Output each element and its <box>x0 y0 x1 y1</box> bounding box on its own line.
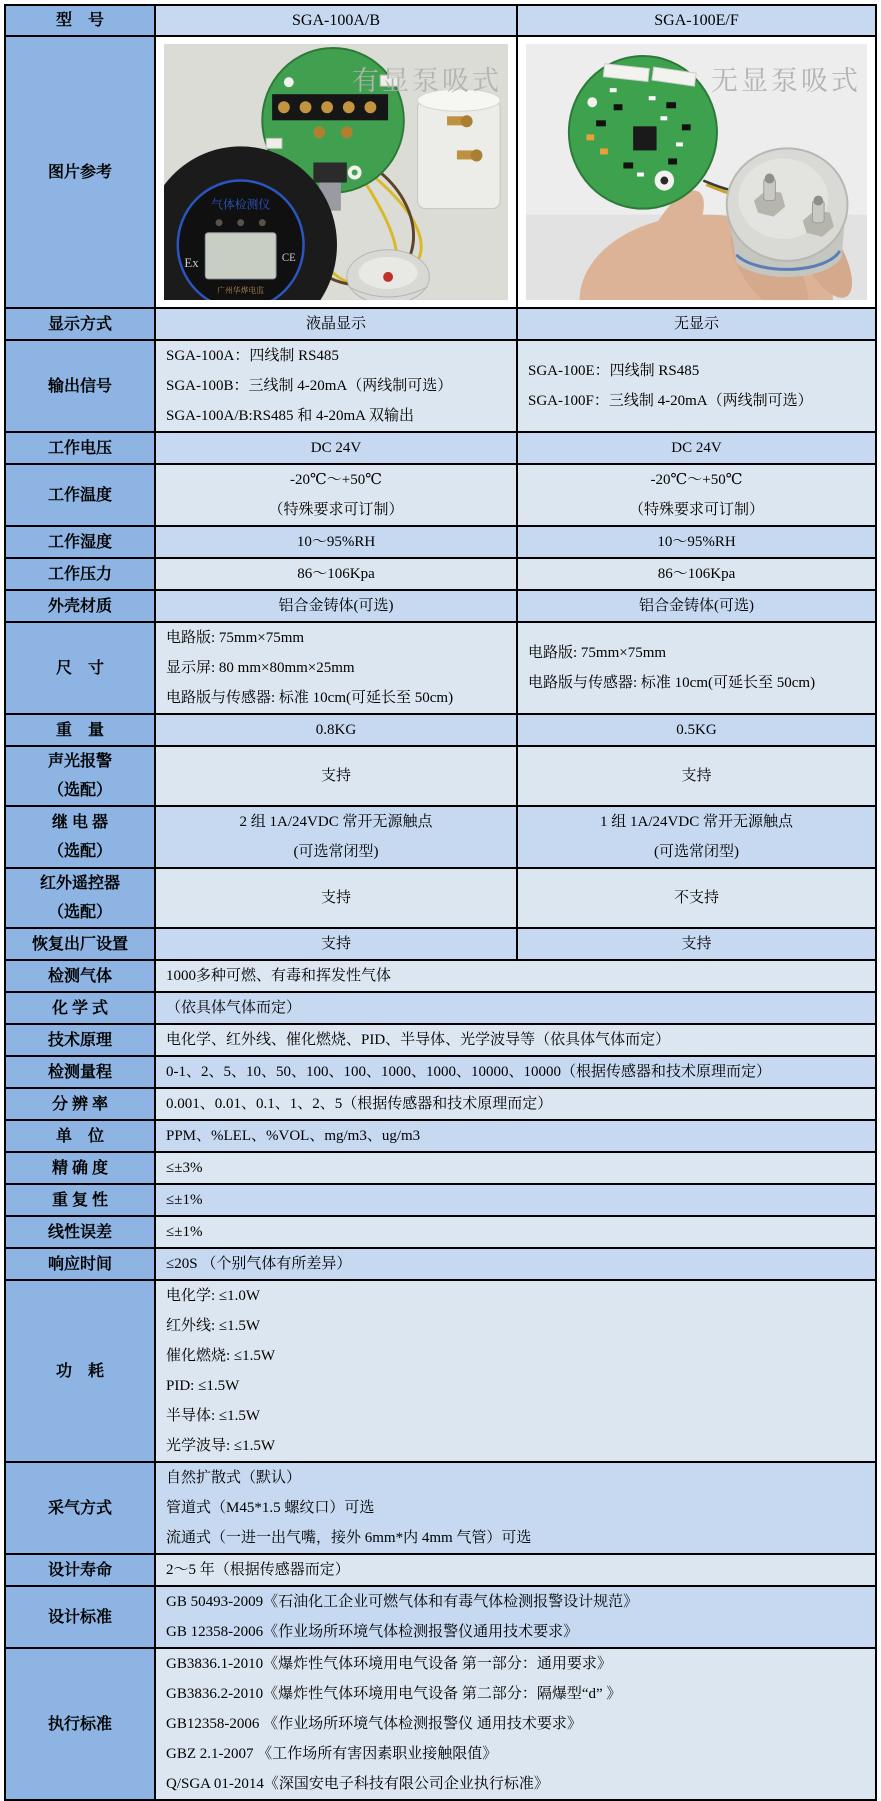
row-value-right <box>518 309 875 339</box>
cell-line: ≤±3% <box>166 1160 203 1176</box>
cell-line: （选配） <box>47 782 112 799</box>
spec-row-resolution <box>6 1089 875 1121</box>
row-value-span <box>156 1185 875 1215</box>
cell-line: 重 复 性 <box>51 1191 108 1209</box>
cell-line: 催化燃烧: ≤1.5W <box>166 1348 276 1364</box>
cell-line: 光学波导: ≤1.5W <box>166 1438 276 1454</box>
row-value-left <box>156 747 518 805</box>
row-value-left <box>156 591 518 621</box>
cell-line: 1 组 1A/24VDC 常开无源触点 <box>600 814 793 830</box>
spec-row-dimensions <box>6 623 875 715</box>
row-label <box>6 1649 156 1799</box>
cell-line: 重 量 <box>55 721 104 739</box>
spec-row-accuracy <box>6 1153 875 1185</box>
model-e-header <box>518 6 875 35</box>
cell-line: 无显示 <box>673 316 719 332</box>
spec-row-power-consumption <box>6 1281 875 1463</box>
cell-line: 86～106Kpa <box>657 566 736 582</box>
row-label <box>6 993 156 1023</box>
cell-line: 恢复出厂设置 <box>31 935 128 953</box>
row-value-span <box>156 1649 875 1799</box>
row-label <box>6 1025 156 1055</box>
row-label <box>6 341 156 431</box>
row-value-span <box>156 993 875 1023</box>
model-header-text: 型 号 <box>55 12 104 29</box>
row-value-left <box>156 929 518 959</box>
row-value-span <box>156 1555 875 1585</box>
cell-line: 设计标准 <box>47 1608 112 1626</box>
cell-line: 红外遥控器 <box>39 875 120 892</box>
row-value-span <box>156 961 875 991</box>
row-value-span <box>156 1121 875 1151</box>
row-label <box>6 1121 156 1151</box>
cell-line: DC 24V <box>310 440 362 456</box>
cell-line: 尺 寸 <box>55 659 104 677</box>
row-label <box>6 1281 156 1461</box>
spec-row-detected-gas <box>6 961 875 993</box>
cell-line: (可选常闭型) <box>654 844 739 860</box>
cell-line: 采气方式 <box>47 1499 112 1517</box>
row-label <box>6 1057 156 1087</box>
spec-row-relay <box>6 807 875 869</box>
pump-cylinder-graphic <box>418 89 501 208</box>
cell-line: ≤20S （个别气体有所差异） <box>166 1256 352 1272</box>
row-value-span <box>156 1217 875 1247</box>
row-value-right <box>518 747 875 805</box>
row-value-right <box>518 591 875 621</box>
row-label <box>6 807 156 867</box>
spec-row-response-time <box>6 1249 875 1281</box>
sensor-cylinder-graphic <box>347 250 430 300</box>
cell-line: 电路版: 75mm×75mm <box>528 645 667 661</box>
cell-line: 电路版: 75mm×75mm <box>166 630 305 646</box>
cell-line: DC 24V <box>671 440 722 456</box>
row-label <box>6 747 156 805</box>
cell-line: 铝合金铸体(可选) <box>639 598 754 614</box>
spec-row-weight <box>6 715 875 747</box>
cell-line: （选配） <box>47 904 112 921</box>
row-label <box>6 465 156 525</box>
cell-line: (可选常闭型) <box>293 844 379 860</box>
spec-row-unit <box>6 1121 875 1153</box>
spec-row-display-mode <box>6 309 875 341</box>
cell-line: 电路版与传感器: 标准 10cm(可延长至 50cm) <box>166 690 454 706</box>
cell-line: 电化学、红外线、催化燃烧、PID、半导体、光学波导等（依具体气体而定） <box>166 1032 671 1048</box>
cell-line: 86～106Kpa <box>297 566 375 582</box>
row-value-right <box>518 433 875 463</box>
spec-row-chemical-formula <box>6 993 875 1025</box>
cell-line: SGA-100E：四线制 RS485 <box>528 363 700 379</box>
row-label <box>6 433 156 463</box>
cell-line: PPM、%LEL、%VOL、mg/m3、ug/m3 <box>166 1128 421 1144</box>
cell-line: 10～95%RH <box>657 534 736 550</box>
cell-line: 设计寿命 <box>47 1561 112 1579</box>
cell-line: 技术原理 <box>47 1031 112 1049</box>
spec-row-shell-material <box>6 591 875 623</box>
row-value-right <box>518 559 875 589</box>
spec-row-working-humidity <box>6 527 875 559</box>
cell-line: 化 学 式 <box>51 999 108 1017</box>
cell-line: 精 确 度 <box>51 1159 108 1177</box>
spec-row-working-temperature <box>6 465 875 527</box>
cell-line: GB3836.2-2010《爆炸性气体环境用电气设备 第二部分：隔爆型“d” 》 <box>166 1686 622 1702</box>
cell-line: 自然扩散式（默认） <box>166 1470 302 1486</box>
cell-line: 0.8KG <box>315 722 357 738</box>
cell-line: 声光报警 <box>47 753 112 770</box>
row-value-span <box>156 1281 875 1461</box>
cell-line: -20℃～+50℃ <box>289 472 382 488</box>
cell-line: 流通式（一进一出气嘴，接外 6mm*内 4mm 气管）可选 <box>166 1530 532 1546</box>
row-value-left <box>156 309 518 339</box>
row-label <box>6 1463 156 1553</box>
cell-line: 功 耗 <box>55 1362 104 1380</box>
row-value-right <box>518 869 875 927</box>
row-value-left <box>156 807 518 867</box>
cell-line: 支持 <box>320 936 351 952</box>
photo-cell-sga100ab <box>156 37 518 307</box>
row-value-span <box>156 1057 875 1087</box>
svg-text:Ex: Ex <box>184 254 199 270</box>
spec-row-working-voltage <box>6 433 875 465</box>
cell-line: 工作湿度 <box>47 533 112 551</box>
pcb-board-graphic-right <box>569 56 717 209</box>
svg-text:CE: CE <box>281 251 296 264</box>
cell-line: 1000多种可燃、有毒和挥发性气体 <box>166 968 392 984</box>
cell-line: 支持 <box>320 768 351 784</box>
cell-line: 单 位 <box>55 1127 104 1145</box>
cell-line: 2～5 年（根据传感器而定） <box>166 1562 350 1578</box>
row-value-left <box>156 341 518 431</box>
cell-line: 显示屏: 80 mm×80mm×25mm <box>166 660 355 676</box>
cell-line: 10～95%RH <box>296 534 376 550</box>
cell-line: Q/SGA 01-2014《深国安电子科技有限公司企业执行标准》 <box>166 1776 549 1792</box>
row-label <box>6 869 156 927</box>
sensor-cylinder-graphic-right <box>727 148 848 277</box>
cell-line: ≤±1% <box>166 1224 203 1240</box>
cell-line: 红外线: ≤1.5W <box>166 1318 261 1334</box>
cell-line: 检测气体 <box>47 967 112 985</box>
spec-row-linearity-error <box>6 1217 875 1249</box>
row-value-left <box>156 527 518 557</box>
spec-table <box>4 4 877 1801</box>
cell-line: 不支持 <box>673 890 719 906</box>
watermark-right: 无显泵吸式 <box>711 66 861 96</box>
cell-line: 2 组 1A/24VDC 常开无源触点 <box>239 814 433 830</box>
row-label <box>6 1185 156 1215</box>
cell-line: 电路版与传感器: 标准 10cm(可延长至 50cm) <box>528 675 816 691</box>
svg-text:气体检测仪: 气体检测仪 <box>211 197 271 212</box>
cell-line: SGA-100A：四线制 RS485 <box>166 348 339 364</box>
cell-line: ≤±1% <box>166 1192 203 1208</box>
row-value-right <box>518 527 875 557</box>
row-value-left <box>156 559 518 589</box>
cell-line: 0.001、0.01、0.1、1、2、5（根据传感器和技术原理而定） <box>166 1096 553 1112</box>
cell-line: （依具体气体而定） <box>166 1000 302 1016</box>
row-label <box>6 1153 156 1183</box>
cell-line: -20℃～+50℃ <box>650 472 743 488</box>
row-label <box>6 1249 156 1279</box>
cell-line: 外壳材质 <box>47 597 112 615</box>
spec-row-audible-visual-alarm <box>6 747 875 807</box>
cell-line: 半导体: ≤1.5W <box>166 1408 261 1424</box>
row-value-left <box>156 869 518 927</box>
model-header-label <box>6 6 156 35</box>
cell-line: 检测量程 <box>47 1063 112 1081</box>
row-value-right <box>518 341 875 431</box>
cell-line: 管道式（M45*1.5 螺纹口）可选 <box>166 1500 375 1516</box>
cell-line: 分 辨 率 <box>51 1095 108 1113</box>
spec-row-ir-remote <box>6 869 875 929</box>
row-label <box>6 961 156 991</box>
header-row <box>6 6 875 37</box>
row-label <box>6 1555 156 1585</box>
cell-line: 执行标准 <box>47 1715 112 1733</box>
row-label <box>6 1587 156 1647</box>
row-value-left <box>156 465 518 525</box>
cell-line: GB3836.1-2010《爆炸性气体环境用电气设备 第一部分：通用要求》 <box>166 1656 612 1672</box>
image-reference-row <box>6 37 875 309</box>
cell-line: 工作压力 <box>47 565 112 583</box>
cell-line: 支持 <box>681 768 712 784</box>
cell-line: 0.5KG <box>676 722 717 738</box>
cell-line: 0-1、2、5、10、50、100、100、1000、1000、10000、10000（根据传感器和技术原理而定） <box>166 1064 771 1080</box>
cell-line: SGA-100B：三线制 4-20mA（两线制可选） <box>166 378 453 394</box>
row-label <box>6 559 156 589</box>
cell-line: 工作电压 <box>47 439 112 457</box>
row-value-left <box>156 623 518 713</box>
cell-line: SGA-100A/B:RS485 和 4-20mA 双输出 <box>166 408 414 424</box>
row-label <box>6 715 156 745</box>
watermark-left: 有显泵吸式 <box>352 66 502 96</box>
spec-rows <box>6 309 875 1799</box>
model-e-text: SGA-100E/F <box>654 12 739 29</box>
cell-line: 工作温度 <box>47 486 112 504</box>
photo-cell-sga100ef <box>518 37 875 307</box>
cell-line: 线性误差 <box>47 1223 112 1241</box>
cell-line: 响应时间 <box>47 1255 112 1273</box>
row-value-span <box>156 1089 875 1119</box>
cell-line: （选配） <box>47 843 112 860</box>
row-value-span <box>156 1153 875 1183</box>
cell-line: 铝合金铸体(可选) <box>278 598 394 614</box>
spec-row-technical-principle <box>6 1025 875 1057</box>
row-value-left <box>156 715 518 745</box>
cell-line: PID: ≤1.5W <box>166 1378 240 1394</box>
row-value-span <box>156 1587 875 1647</box>
row-label <box>6 527 156 557</box>
row-value-left <box>156 433 518 463</box>
cell-line: 输出信号 <box>47 377 112 395</box>
row-value-span <box>156 1025 875 1055</box>
image-row-label <box>6 37 156 307</box>
cell-line: SGA-100F：三线制 4-20mA（两线制可选） <box>528 393 813 409</box>
cell-line: 继 电 器 <box>51 814 108 831</box>
model-a-text: SGA-100A/B <box>291 12 380 29</box>
svg-text:广州华烨电监: 广州华烨电监 <box>217 285 265 295</box>
row-label <box>6 1089 156 1119</box>
cell-line: 支持 <box>320 890 351 906</box>
spec-row-execution-standard <box>6 1649 875 1799</box>
row-label <box>6 623 156 713</box>
spec-row-design-standard <box>6 1587 875 1649</box>
cell-line: 电化学: ≤1.0W <box>166 1288 261 1304</box>
row-label <box>6 929 156 959</box>
spec-row-design-life <box>6 1555 875 1587</box>
spec-row-sampling-method <box>6 1463 875 1555</box>
cell-line: 液晶显示 <box>305 316 366 332</box>
cell-line: GB 12358-2006《作业场所环境气体检测报警仪通用技术要求》 <box>166 1624 579 1640</box>
row-label <box>6 591 156 621</box>
cell-line: GB12358-2006 《作业场所环境气体检测报警仪 通用技术要求》 <box>166 1716 582 1732</box>
cell-line: （特殊要求可订制） <box>268 502 404 518</box>
spec-row-factory-reset <box>6 929 875 961</box>
model-a-header <box>156 6 518 35</box>
row-value-span <box>156 1463 875 1553</box>
row-value-right <box>518 715 875 745</box>
spec-row-repeatability <box>6 1185 875 1217</box>
cell-line: GB 50493-2009《石油化工企业可燃气体和有毒气体检测报警设计规范》 <box>166 1594 639 1610</box>
image-row-label-text: 图片参考 <box>47 163 112 181</box>
cell-line: 支持 <box>681 936 712 952</box>
spec-row-output-signal <box>6 341 875 433</box>
spec-row-working-pressure <box>6 559 875 591</box>
cell-line: GBZ 2.1-2007 《工作场所有害因素职业接触限值》 <box>166 1746 498 1762</box>
cell-line: （特殊要求可订制） <box>628 502 764 518</box>
row-value-right <box>518 807 875 867</box>
row-label <box>6 1217 156 1247</box>
row-value-right <box>518 623 875 713</box>
spec-row-detection-range <box>6 1057 875 1089</box>
row-value-right <box>518 465 875 525</box>
row-value-span <box>156 1249 875 1279</box>
row-value-right <box>518 929 875 959</box>
row-label <box>6 309 156 339</box>
cell-line: 显示方式 <box>47 315 112 333</box>
